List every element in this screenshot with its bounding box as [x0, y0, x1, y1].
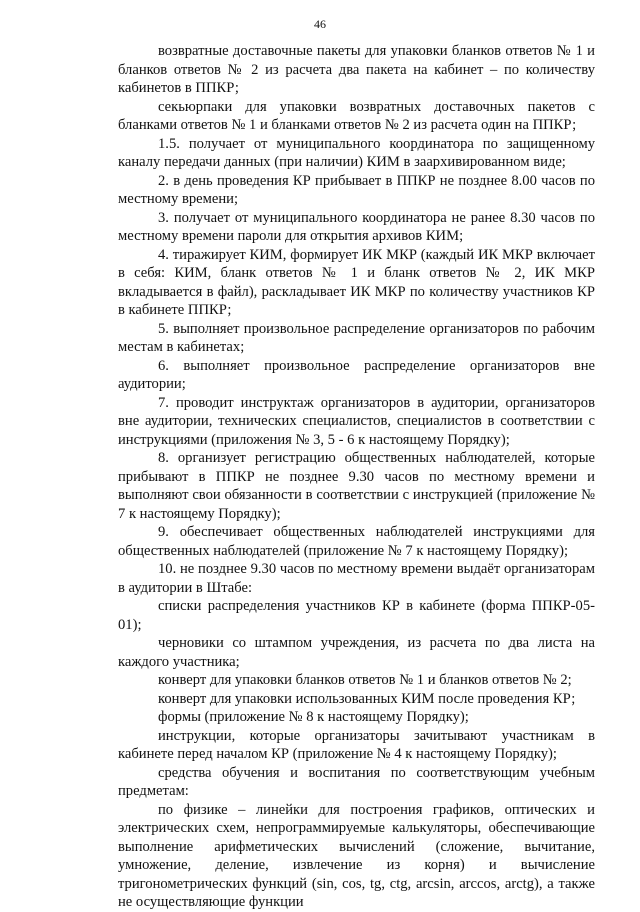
paragraph: секьюрпаки для упаковки возвратных доставочных пакетов с бланками ответов № 1 и бланками ответов № 2 из расчета один на ППКР; — [118, 98, 595, 133]
paragraph: по физике – линейки для построения графиков, оптических и электрических схем, непрограммируемые калькуляторы, обеспечивающие выполнение арифметических вычислений (сложение, вычитание, умножение, деление, извлечение из корня) и вычисление тригонометрических функций (sin, cos, tg, ctg, arcsin, arccos, arctg), а также не осуществляющие функции — [118, 801, 595, 910]
paragraph: 6. выполняет произвольное распределение организаторов вне аудитории; — [118, 357, 595, 392]
paragraph: 10. не позднее 9.30 часов по местному времени выдаёт организаторам в аудитории в Штабе: — [118, 561, 595, 596]
page-number: 46 — [314, 17, 326, 31]
document-body — [118, 42, 595, 912]
paragraph: конверт для упаковки бланков ответов № 1 и бланков ответов № 2; — [158, 672, 572, 688]
paragraph: 3. получает от муниципального координатора не ранее 8.30 часов по местному времени пароли для открытия архивов КИМ; — [118, 209, 595, 244]
paragraph: 5. выполняет произвольное распределение организаторов по рабочим местам в кабинетах; — [118, 320, 595, 355]
paragraph: 2. в день проведения КР прибывает в ППКР не позднее 8.00 часов по местному времени; — [118, 172, 595, 207]
paragraph: конверт для упаковки использованных КИМ после проведения КР; — [158, 690, 576, 707]
paragraph: формы (приложение № 8 к настоящему Порядку); — [158, 709, 469, 725]
paragraph: 8. организует регистрацию общественных наблюдателей, которые прибывают в ППКР не позднее 9.30 часов по местному времени и выполняют свои обязанности в соответствии с инструкцией (приложение № 7 к настоящему Порядку); — [118, 450, 595, 522]
paragraph: списки распределения участников КР в кабинете (форма ППКР-05-01); — [118, 598, 595, 633]
paragraph: 4. тиражирует КИМ, формирует ИК МКР (каждый ИК МКР включает в себя: КИМ, бланк ответов № 1 и бланк ответов № 2, ИК МКР вкладывается в файл), раскладывает ИК МКР по количеству участников КР в кабинете ППКР; — [118, 246, 595, 318]
paragraph: 7. проводит инструктаж организаторов в аудитории, организаторов вне аудитории, технических специалистов, специалистов в соответствии с инструкциями (приложения № 3, 5 - 6 к настоящему Порядку); — [118, 394, 595, 448]
paragraph: возвратные доставочные пакеты для упаковки бланков ответов № 1 и бланков ответов № 2 из расчета два пакета на кабинет – по количеству кабинетов в ППКР; — [118, 43, 595, 96]
paragraph: средства обучения и воспитания по соответствующим учебным предметам: — [118, 764, 595, 799]
paragraph: 9. обеспечивает общественных наблюдателей инструкциями для общественных наблюдателей (приложение № 7 к настоящему Порядку); — [118, 524, 595, 559]
paragraph: инструкции, которые организаторы зачитывают участникам в кабинете перед началом КР (приложение № 4 к настоящему Порядку); — [118, 727, 595, 762]
paragraph: 1.5. получает от муниципального координатора по защищенному каналу передачи данных (при наличии) КИМ в заархивированном виде; — [118, 135, 595, 170]
paragraph: черновики со штампом учреждения, из расчета по два листа на каждого участника; — [118, 635, 595, 670]
